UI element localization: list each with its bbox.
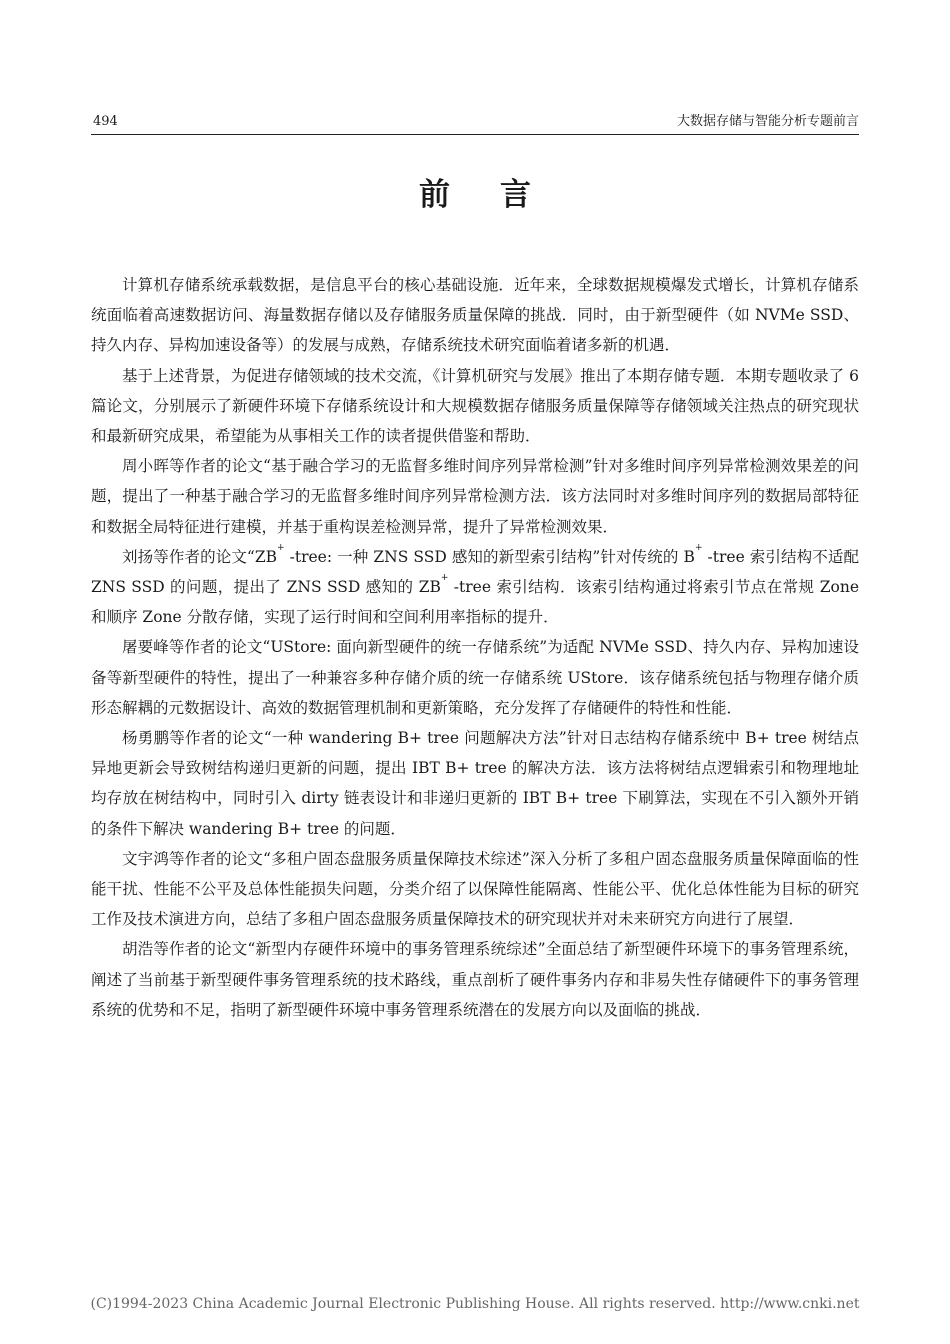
paragraph-8: 胡浩等作者的论文“新型内存硬件环境中的事务管理系统综述”全面总结了新型硬件环境下的事务管理系统，阐述了当前基于新型硬件事务管理系统的技术路线，重点剖析了硬件事务内存和非易失性存储硬件下的事务管理系统的优势和不足，指明了新型硬件环境中事务管理系统潜在的发展方向以及面临的挑战． <box>91 940 859 1019</box>
paragraph-4 <box>91 542 859 633</box>
page-title: 前言 <box>419 177 581 213</box>
paragraph-4-text-c: -tree 索引结构不适配 ZNS SSD 的问题，提出了 ZNS SSD 感知的 ZB <box>91 547 859 597</box>
copyright-footer: (C)1994-2023 China Academic Journal Electronic Publishing House. All rights reserved. http://www.cnki.net <box>90 1296 860 1312</box>
paragraph-6: 杨勇鹏等作者的论文“一种 wandering B+ tree 问题解决方法”针对日志结构存储系统中 B+ tree 树结点异地更新会导致树结构递归更新的问题，提出 IBT B+ tree 的解决方法．该方法将树结点逻辑索引和物理地址均存放在树结构中，同时引入 dirty 链表设计和非递归更新的 IBT B+ tree 下刷算法，实现在不引入额外开销的条件下解决 wandering B+ tree 的问题． <box>91 729 859 838</box>
superscript-plus: + <box>694 542 703 553</box>
running-header <box>91 112 859 135</box>
superscript-plus: + <box>277 542 285 553</box>
paragraph-7: 文宇鸿等作者的论文“多租户固态盘服务质量保障技术综述”深入分析了多租户固态盘服务质量保障面临的性能干扰、性能不公平及总体性能损失问题，分类介绍了以保障性能隔离、性能公平、优化总体性能为目标的研究工作及技术演进方向，总结了多租户固态盘服务质量保障技术的研究现状并对未来研究方向进行了展望． <box>91 849 859 929</box>
paragraph-4-text-d: -tree 索引结构．该索引结构通过将索引节点在常规 Zone 和顺序 Zone 分散存储，实现了运行时间和空间利用率指标的提升． <box>91 578 859 627</box>
superscript-plus: + <box>440 573 449 584</box>
page-number: 494 <box>93 114 118 129</box>
paragraph-4-text-a: 刘扬等作者的论文“ZB <box>122 547 278 566</box>
article-body <box>91 270 859 1025</box>
paragraph-5: 屠要峰等作者的论文“UStore: 面向新型硬件的统一存储系统”为适配 NVMe SSD、持久内存、异构加速设备等新型硬件的特性，提出了一种兼容多种存储介质的统一存储系统 UStore．该存储系统包括与物理存储介质形态解耦的元数据设计、高效的数据管理机制和更新策略，充分发挥了存储硬件的特性和性能． <box>91 638 859 717</box>
paragraph-2: 基于上述背景，为促进存储领域的技术交流，《计算机研究与发展》推出了本期存储专题．本期专题收录了 6 篇论文，分别展示了新硬件环境下存储系统设计和大规模数据存储服务质量保障等存储领域关注热点的研究现状和最新研究成果，希望能为从事相关工作的读者提供借鉴和帮助． <box>91 366 859 446</box>
running-title: 大数据存储与智能分析专题前言 <box>676 114 859 129</box>
paragraph-3: 周小晖等作者的论文“基于融合学习的无监督多维时间序列异常检测”针对多维时间序列异常检测效果差的问题，提出了一种基于融合学习的无监督多维时间序列异常检测方法．该方法同时对多维时间序列的数据局部特征和数据全局特征进行建模，并基于重构误差检测异常，提升了异常检测效果． <box>91 457 859 536</box>
paragraph-4-text-b: -tree: 一种 ZNS SSD 感知的新型索引结构”针对传统的 B <box>284 547 695 566</box>
paragraph-1: 计算机存储系统承载数据，是信息平台的核心基础设施．近年来，全球数据规模爆发式增长，计算机存储系统面临着高速数据访问、海量数据存储以及存储服务质量保障的挑战．同时，由于新型硬件（如 NVMe SSD、持久内存、异构加速设备等）的发展与成熟，存储系统技术研究面临着诸多新的机遇． <box>91 276 859 355</box>
